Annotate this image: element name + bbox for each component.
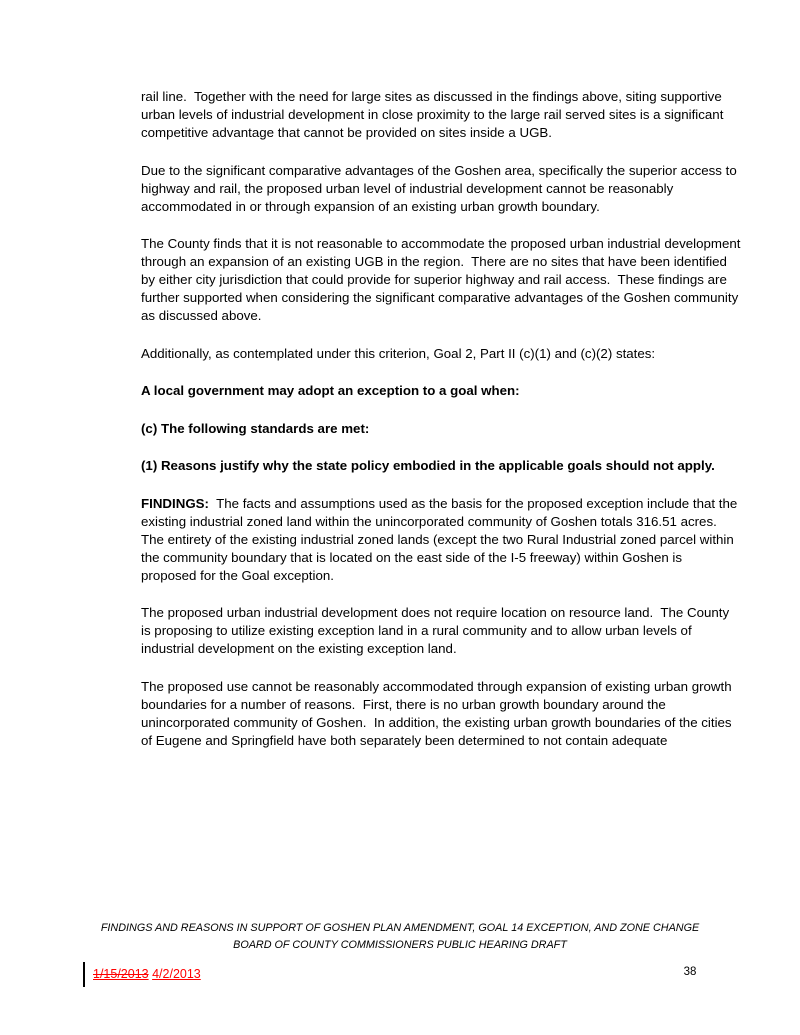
heading-standards-met: (c) The following standards are met: bbox=[141, 420, 370, 436]
paragraph-findings bbox=[141, 495, 741, 585]
heading-reasons-justify bbox=[141, 457, 741, 475]
paragraph-proposed-use: The proposed use cannot be reasonably accommodated through expansion of existing urban growth boundaries for a number of reasons. First, there is no urban growth boundary around the unincorporated community of Goshen. In addition, the existing urban growth boundaries of the cities of Eugene and Springfield have both separately been determined to not contain adequate bbox=[141, 678, 736, 748]
page-footer bbox=[0, 920, 800, 954]
revision-new-date: 4/2/2013 bbox=[152, 967, 201, 981]
heading-reasons-text: Reasons justify why the state policy embodied in the applicable goals should not apply. bbox=[160, 458, 715, 473]
paragraph-rail-line: rail line. Together with the need for large sites as discussed in the findings above, siting supportive urban levels of industrial development in close proximity to the large rail served sites is a significant competitive advantage that cannot be provided on sites inside a UGB. bbox=[141, 89, 728, 140]
paragraph-additionally: Additionally, as contemplated under this criterion, Goal 2, Part II (c)(1) and (c)(2) states: bbox=[141, 345, 656, 361]
change-bar bbox=[83, 962, 85, 987]
findings-text: The facts and assumptions used as the basis for the proposed exception include that the existing industrial zoned land within the unincorporated community of Goshen totals 316.51 acres. The entirety of the existing industrial zoned lands (except the two Rural Industrial zoned parcel within the community boundary that is located on the east side of the I-5 freeway) within Goshen is proposed for the Goal exception. bbox=[141, 495, 741, 583]
revision-old-date: 1/15/2013 bbox=[93, 967, 149, 981]
heading-local-government: A local government may adopt an exception to a goal when: bbox=[141, 383, 520, 398]
findings-label: FINDINGS: bbox=[141, 495, 209, 511]
document-body bbox=[141, 88, 745, 769]
heading-reasons-number: (1) bbox=[141, 458, 161, 473]
footer-title-line: FINDINGS AND REASONS IN SUPPORT OF GOSHEN PLAN AMENDMENT, GOAL 14 EXCEPTION, AND ZONE CHANGE bbox=[100, 922, 700, 934]
revision-dates bbox=[93, 966, 201, 982]
page-number: 38 bbox=[683, 966, 697, 978]
footer-draft-line: BOARD OF COUNTY COMMISSIONERS PUBLIC HEARING DRAFT bbox=[233, 939, 567, 951]
paragraph-due-to: Due to the significant comparative advantages of the Goshen area, specifically the superior access to highway and rail, the proposed urban level of industrial development cannot be reasonably accommodated in or through expansion of an existing urban growth boundary. bbox=[141, 162, 741, 214]
paragraph-county-finds: The County finds that it is not reasonable to accommodate the proposed urban industrial development through an expansion of an existing UGB in the region. There are no sites that have been identified by either city jurisdiction that could provide for superior highway and rail access. These findings are further supported when considering the significant comparative advantages of the Goshen community as discussed above. bbox=[141, 236, 745, 323]
paragraph-proposed-development: The proposed urban industrial development does not require location on resource land. The County is proposing to utilize existing exception land in a rural community and to allow urban levels of industrial development on the existing exception land. bbox=[141, 605, 733, 656]
